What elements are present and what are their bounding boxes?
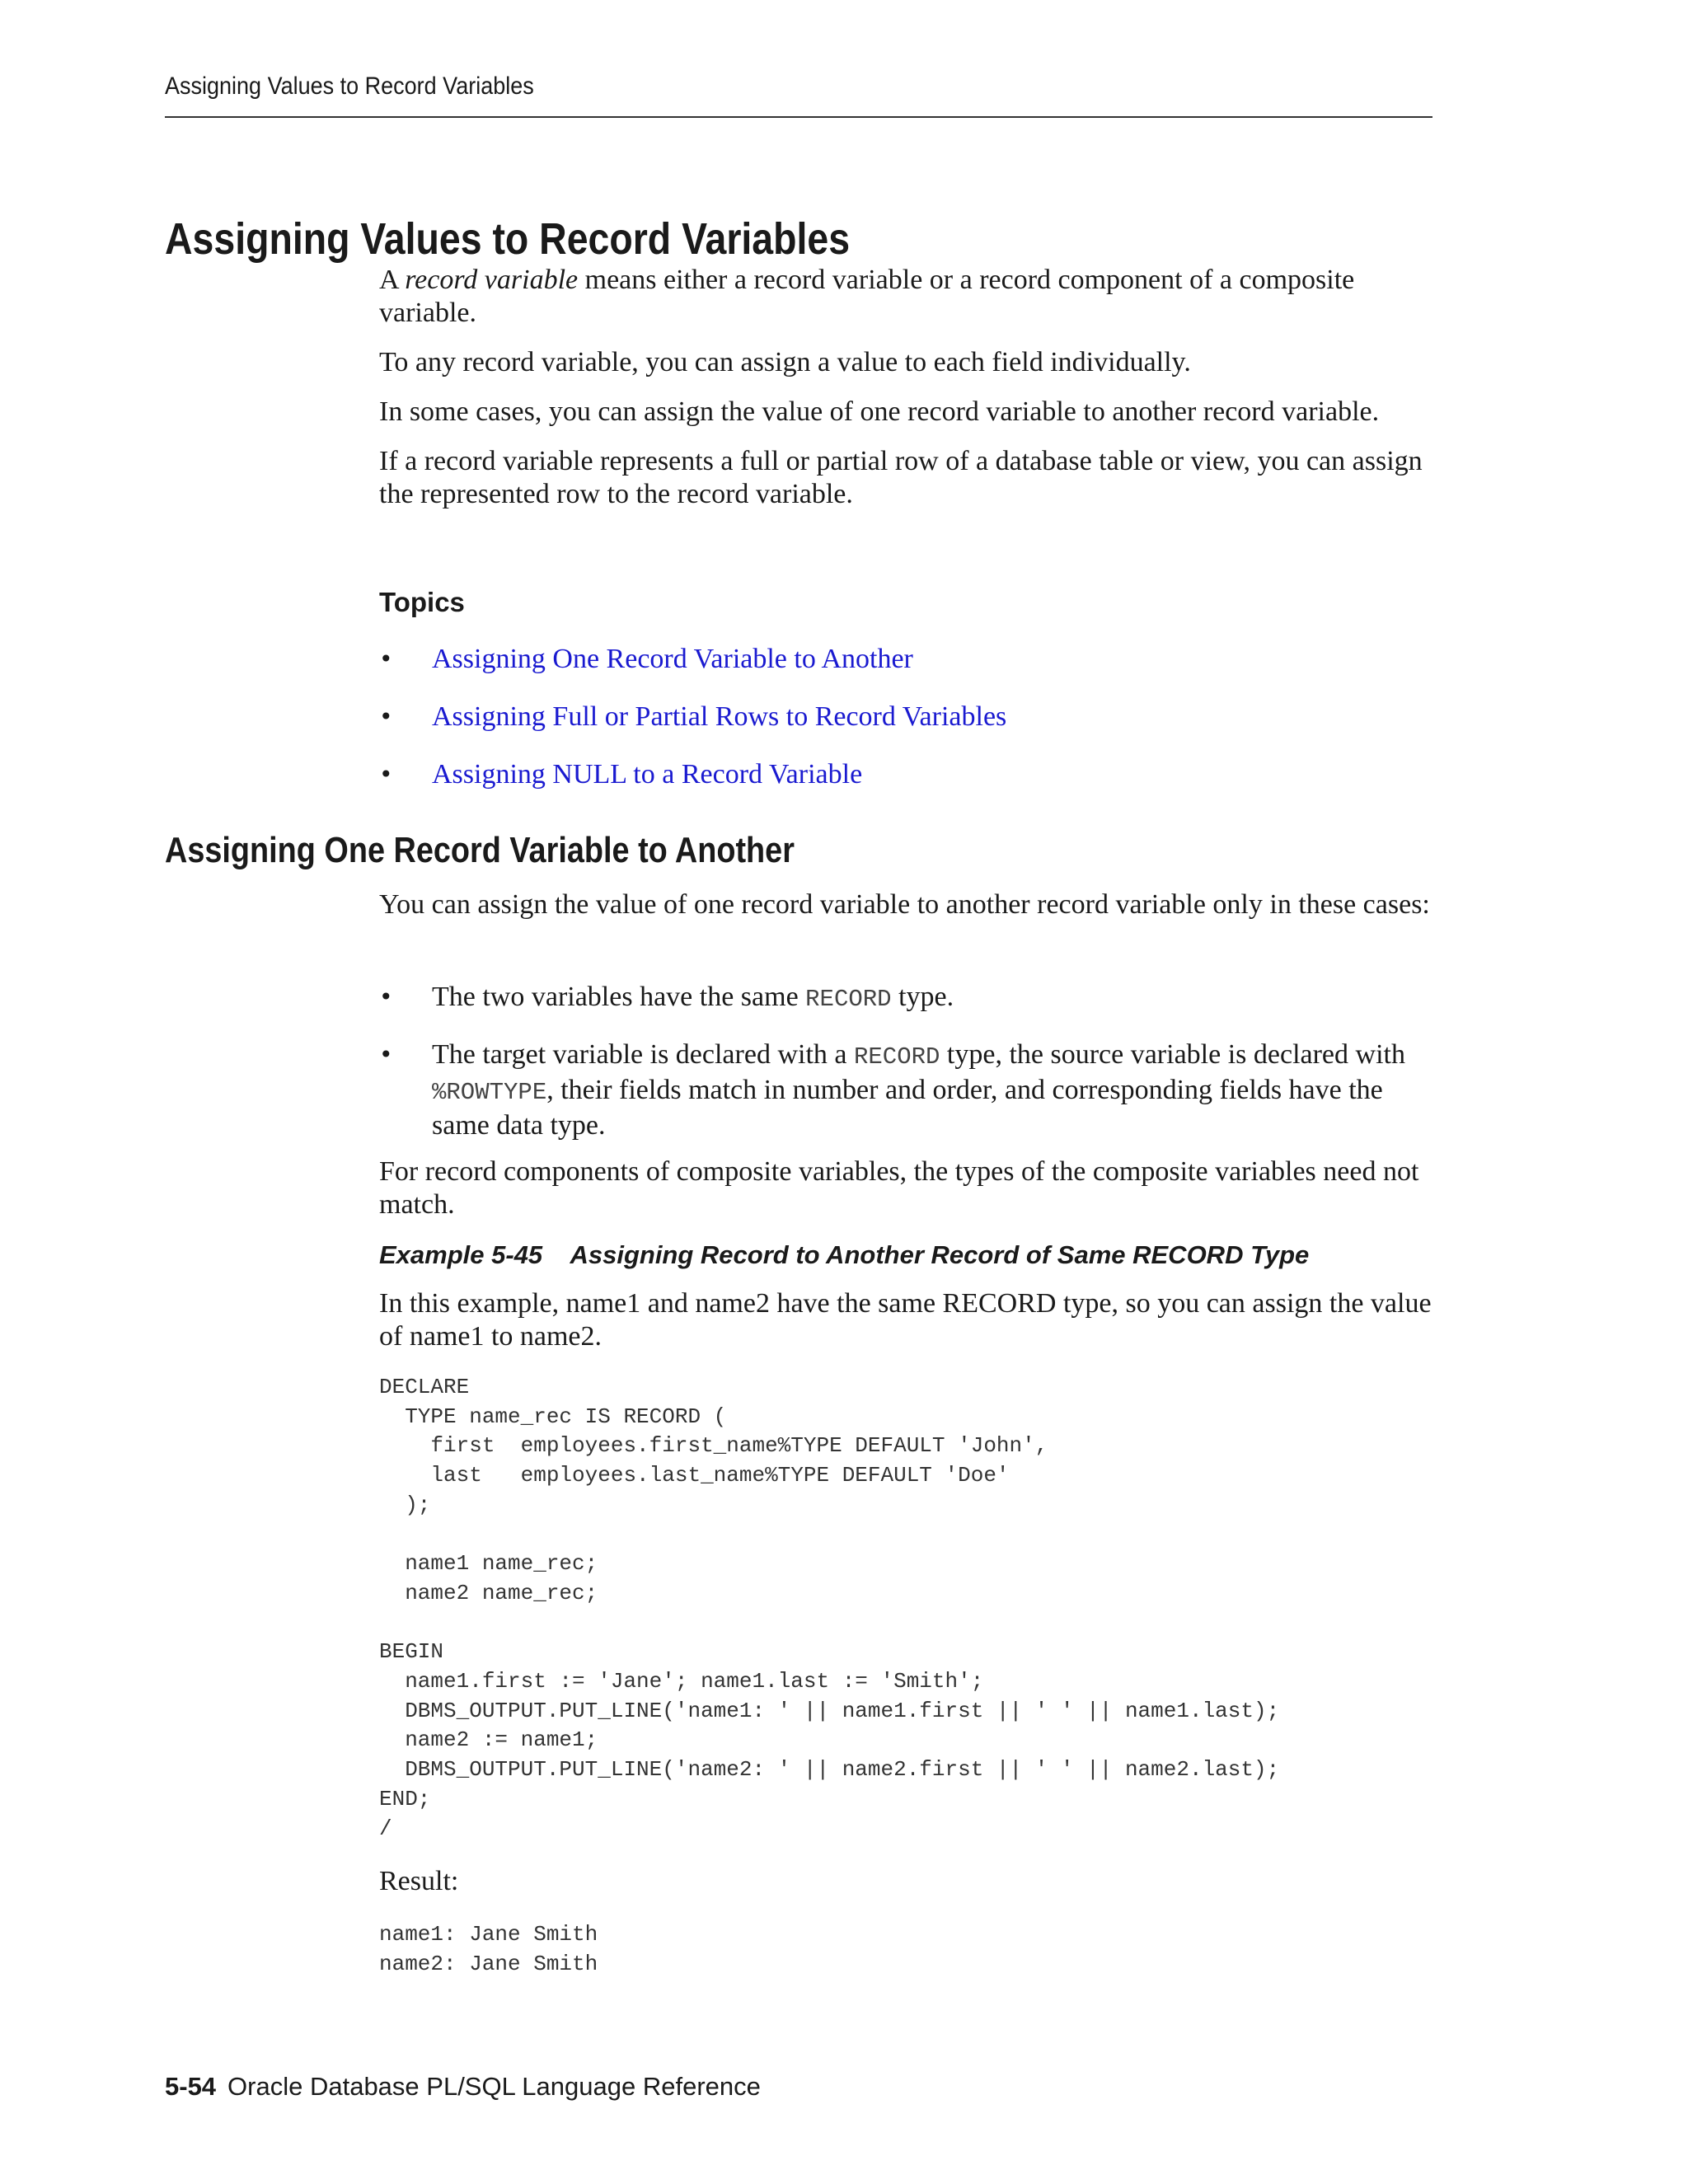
cases-list-2	[379, 1038, 1442, 1142]
case-item-same-type	[379, 981, 1442, 1016]
bullet-icon: •	[379, 1041, 393, 1068]
code-line: BEGIN	[379, 1639, 444, 1665]
topic-item	[379, 758, 1442, 816]
code-line: TYPE name_rec IS RECORD (	[379, 1404, 727, 1429]
case2-code-record: RECORD	[853, 1043, 940, 1071]
code-line: /	[379, 1816, 392, 1841]
code-line: );	[379, 1492, 431, 1517]
subsection-body	[379, 888, 1442, 921]
topic-link-assigning-null[interactable]: Assigning NULL to a Record Variable	[432, 759, 863, 790]
code-listing	[379, 1373, 1442, 1844]
topics-block	[379, 587, 1442, 618]
page-number: 5-54	[165, 2072, 217, 2101]
topic-item	[379, 643, 1442, 701]
section-intro	[379, 264, 1442, 511]
code-line: DBMS_OUTPUT.PUT_LINE('name1: ' || name1.first || ' ' || name1.last);	[379, 1698, 1280, 1723]
topics-list	[379, 643, 1442, 816]
code-line: first employees.first_name%TYPE DEFAULT 'John',	[379, 1433, 1048, 1459]
intro-paragraph-2: To any record variable, you can assign a value to each field individually.	[379, 347, 1191, 377]
code-line: last employees.last_name%TYPE DEFAULT 'Doe'	[379, 1463, 1010, 1488]
subsection-paragraph-1: You can assign the value of one record variable to another record variable only in these cases:	[379, 889, 1430, 920]
intro-paragraph-4: If a record variable represents a full or partial row of a database table or view, you can assign the represented row to the record variable.	[379, 446, 1423, 509]
intro-paragraph-3: In some cases, you can assign the value of one record variable to another record variable.	[379, 396, 1380, 427]
example-description-block	[379, 1287, 1442, 1353]
book-title: Oracle Database PL/SQL Language Reference	[227, 2072, 761, 2101]
case1-text-a: The two variables have the same	[432, 982, 806, 1012]
running-header: Assigning Values to Record Variables	[165, 73, 534, 100]
subsection-paragraph-2: For record components of composite variables, the types of the composite variables need not match.	[379, 1156, 1419, 1220]
example-description: In this example, name1 and name2 have the same RECORD type, so you can assign the value of name1 to name2.	[379, 1288, 1432, 1352]
header-rule	[165, 116, 1432, 118]
page-footer	[165, 2072, 761, 2102]
result-label: Result:	[379, 1866, 459, 1896]
code-line-bold: name1 name_rec;	[379, 1551, 598, 1577]
case2-code-rowtype: %ROWTYPE	[432, 1079, 547, 1106]
intro-p1-rest: means either a record variable or a record component of a composite variable.	[379, 265, 1355, 328]
result-label-block	[379, 1865, 1442, 1898]
topics-label: Topics	[379, 587, 465, 617]
intro-paragraph-1	[379, 264, 1442, 330]
bullet-icon: •	[379, 983, 393, 1010]
cases-list	[379, 981, 1442, 1016]
bullet-icon: •	[379, 703, 393, 730]
topic-item	[379, 701, 1442, 758]
intro-p1-prefix: A	[379, 265, 406, 295]
code-line-bold: name2 name_rec;	[379, 1580, 598, 1605]
code-line: name1.first := 'Jane'; name1.last := 'Smith';	[379, 1669, 984, 1694]
topic-link-full-partial-rows[interactable]: Assigning Full or Partial Rows to Record Variables	[432, 701, 1007, 732]
code-blank-line	[379, 1609, 1442, 1638]
section-title: Assigning Values to Record Variables	[165, 214, 851, 264]
example-heading	[379, 1240, 1442, 1270]
case2-text-b: type, the source variable is declared with	[940, 1039, 1405, 1070]
bullet-icon: •	[379, 645, 393, 673]
case1-text-b: type.	[891, 982, 954, 1012]
case2-text-a: The target variable is declared with a	[432, 1039, 854, 1070]
case-item-rowtype	[379, 1038, 1442, 1142]
case1-code: RECORD	[805, 986, 892, 1013]
result-line: name2: Jane Smith	[379, 1951, 598, 1976]
result-listing	[379, 1920, 1442, 1979]
code-line: DECLARE	[379, 1375, 470, 1399]
intro-p1-term: record variable	[405, 265, 579, 295]
code-line-bold: name2 := name1;	[379, 1727, 598, 1753]
bullet-icon: •	[379, 761, 393, 788]
composite-note	[379, 1155, 1442, 1221]
code-line: END;	[379, 1786, 431, 1811]
example-title: Example 5-45 Assigning Record to Another Record of Same RECORD Type	[379, 1240, 1310, 1269]
topic-link-one-record[interactable]: Assigning One Record Variable to Another	[432, 644, 913, 674]
code-blank-line	[379, 1521, 1442, 1550]
result-line: name1: Jane Smith	[379, 1922, 598, 1947]
code-line: DBMS_OUTPUT.PUT_LINE('name2: ' || name2.first || ' ' || name2.last);	[379, 1757, 1280, 1783]
case2-text-c: , their fields match in number and order, and corresponding fields have the same data type.	[432, 1075, 1383, 1141]
subsection-title: Assigning One Record Variable to Another	[165, 830, 795, 870]
